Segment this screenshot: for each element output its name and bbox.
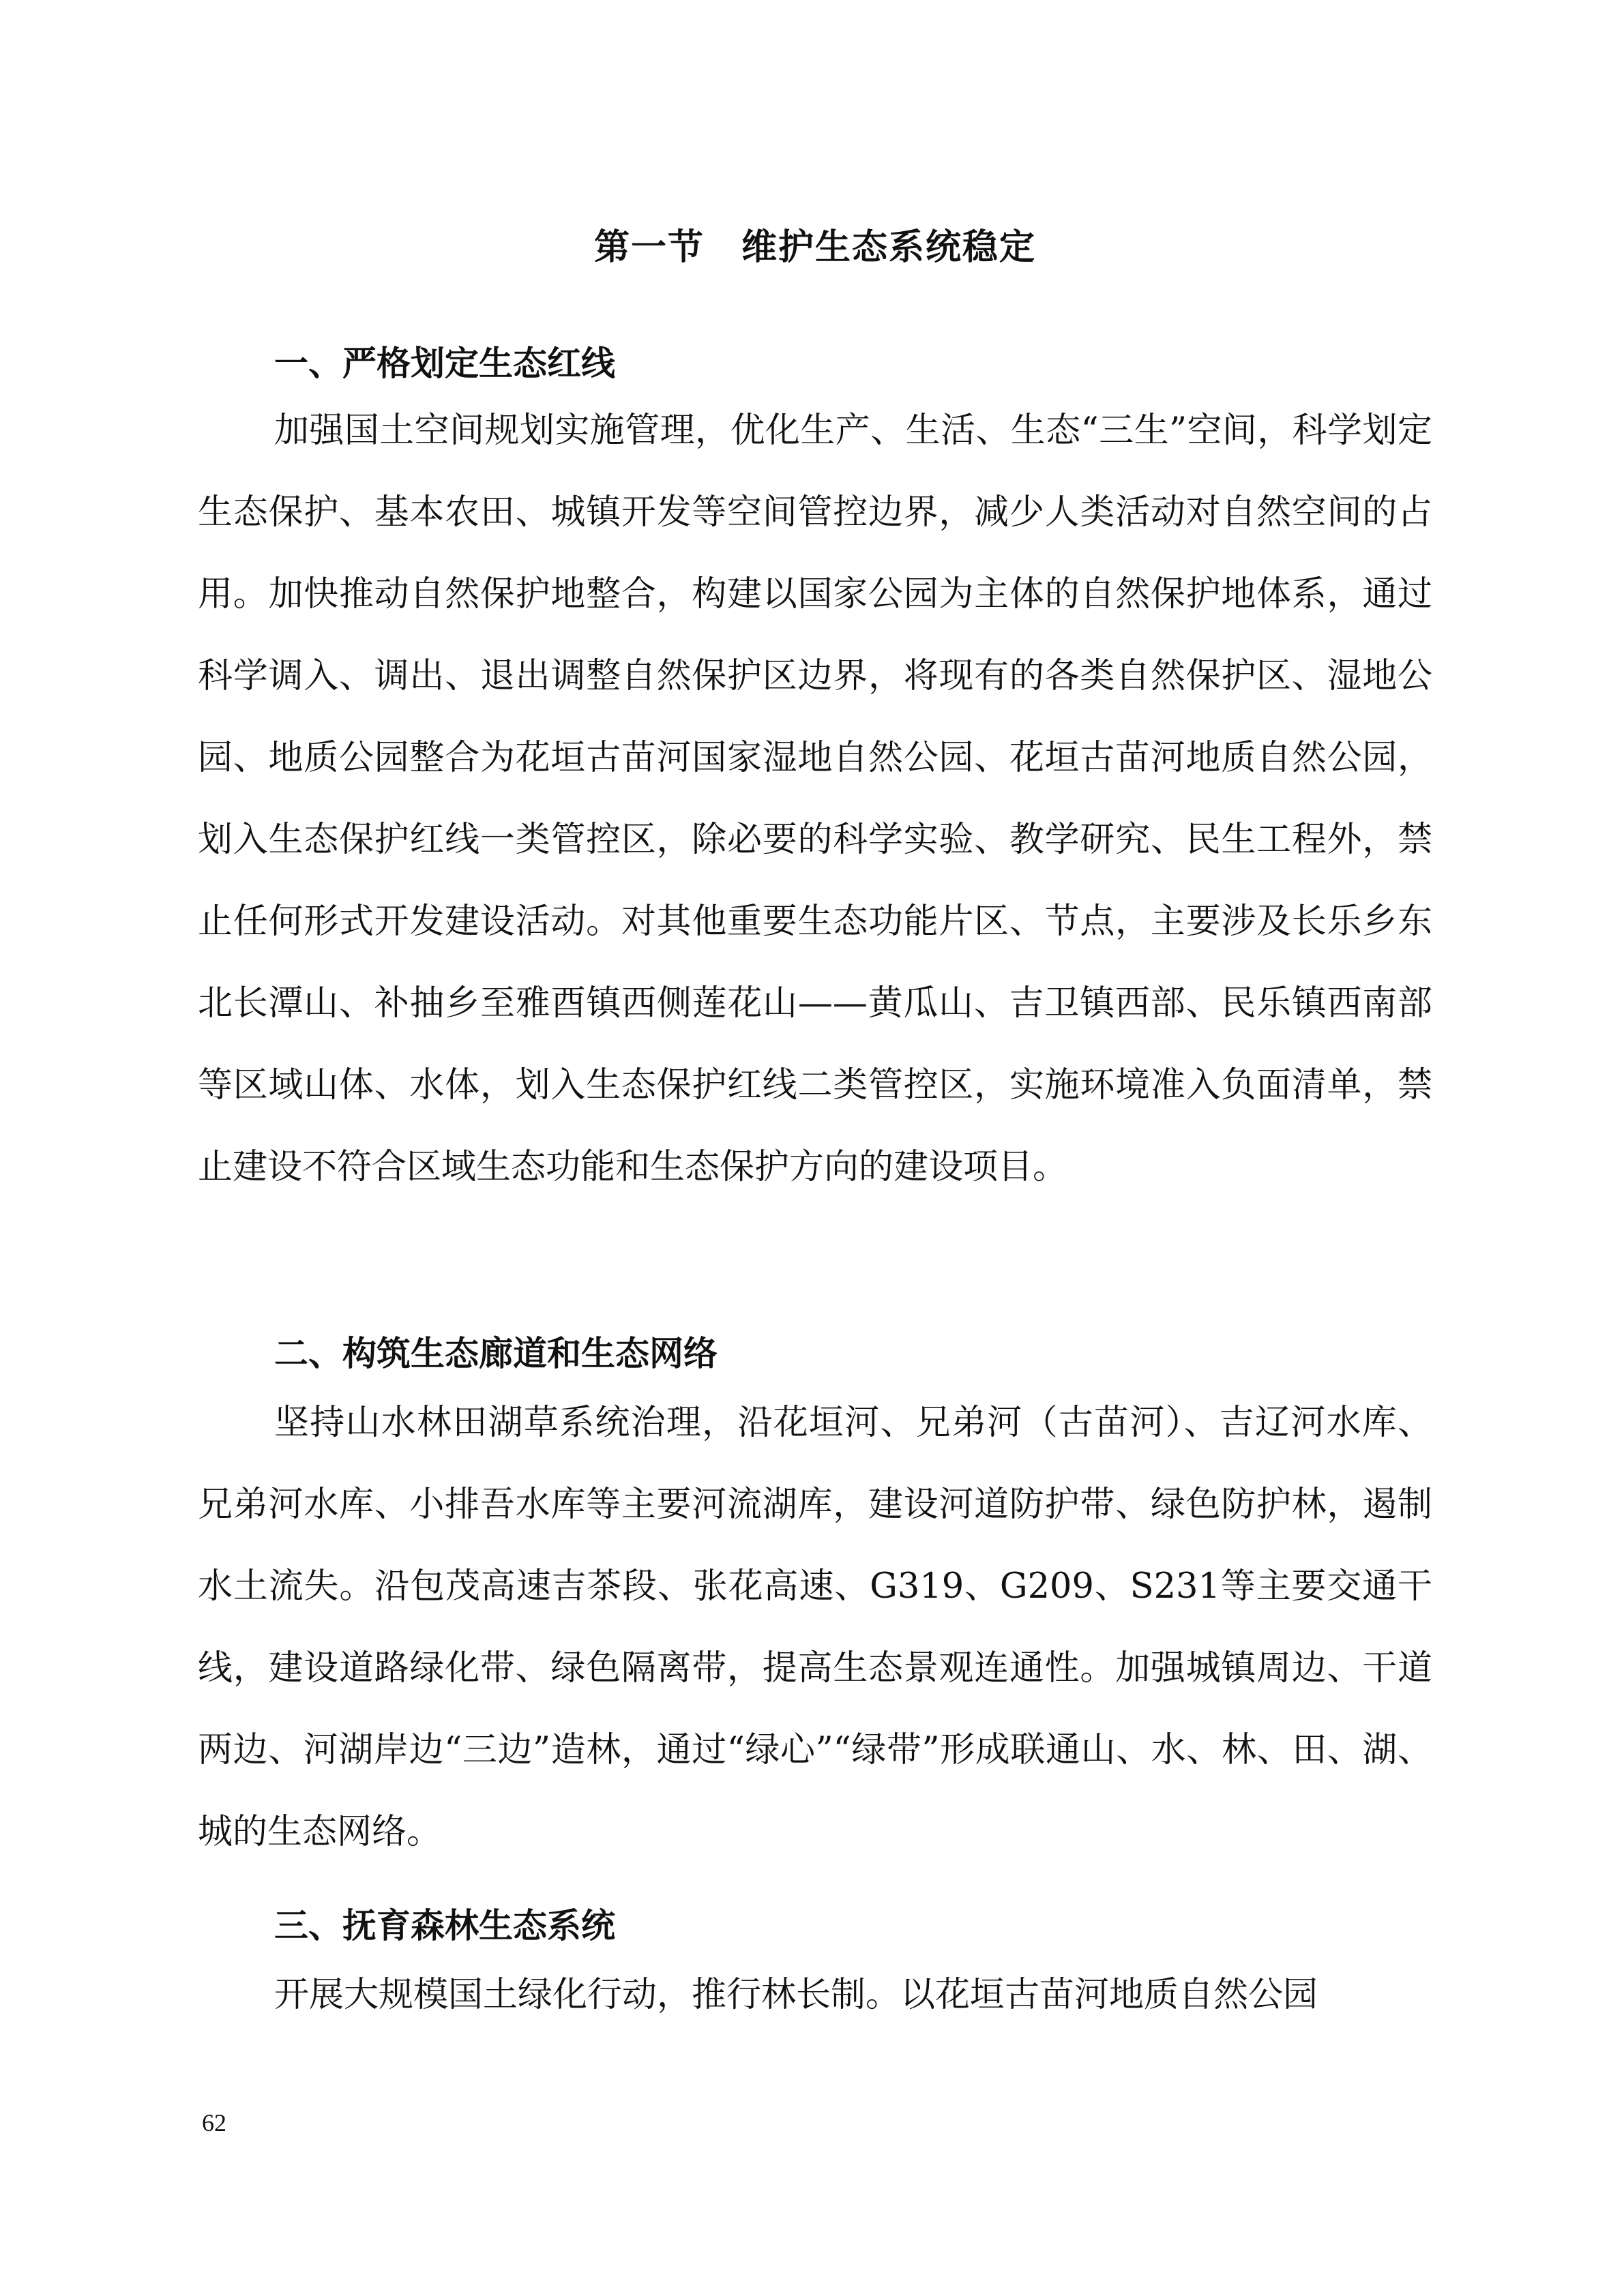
heading-ecological-redline: 一、严格划定生态红线 <box>274 344 615 383</box>
heading-forest-ecosystem: 三、抚育森林生态系统 <box>274 1906 615 1945</box>
paragraph-ecological-corridor: 坚持山水林田湖草系统治理，沿花垣河、兄弟河（古苗河）、吉辽河水库、兄弟河水库、小排吾水库等主要河流湖库，建设河道防护带、绿色防护林，遏制水土流失。沿包茂高速吉茶段、张花高速、G319、G209、S231等主要交通干线，建设道路绿化带、绿色隔离带，提高生态景观连通性。加强城镇周边、干道两边、河湖岸边“三边”造林，通过“绿心”“绿带”形成联通山、水、林、田、湖、城的生态网络。 <box>198 1403 1432 1852</box>
paragraph-ecological-redline: 加强国土空间规划实施管理，优化生产、生活、生态“三生”空间，科学划定生态保护、基本农田、城镇开发等空间管控边界，减少人类活动对自然空间的占用。加快推动自然保护地整合，构建以国家公园为主体的自然保护地体系，通过科学调入、调出、退出调整自然保护区边界，将现有的各类自然保护区、湿地公园、地质公园整合为花垣古苗河国家湿地自然公园、花垣古苗河地质自然公园，划入生态保护红线一类管控区，除必要的科学实验、教学研究、民生工程外，禁止任何形式开发建设活动。对其他重要生态功能片区、节点，主要涉及长乐乡东北长潭山、补抽乡至雅酉镇西侧莲花山——黄瓜山、吉卫镇西部、民乐镇西南部等区域山体、水体，划入生态保护红线二类管控区，实施环境准入负面清单，禁止建设不符合区域生态功能和生态保护方向的建设项目。 <box>198 411 1432 1187</box>
document-page <box>198 0 1432 2296</box>
page-number: 62 <box>202 2109 226 2136</box>
paragraph-forest-ecosystem: 开展大规模国土绿化行动，推行林长制。以花垣古苗河地质自然公园 <box>274 1975 1318 2015</box>
section-title: 第一节 维护生态系统稳定 <box>593 227 1036 268</box>
heading-ecological-corridor: 二、构筑生态廊道和生态网络 <box>274 1334 718 1373</box>
